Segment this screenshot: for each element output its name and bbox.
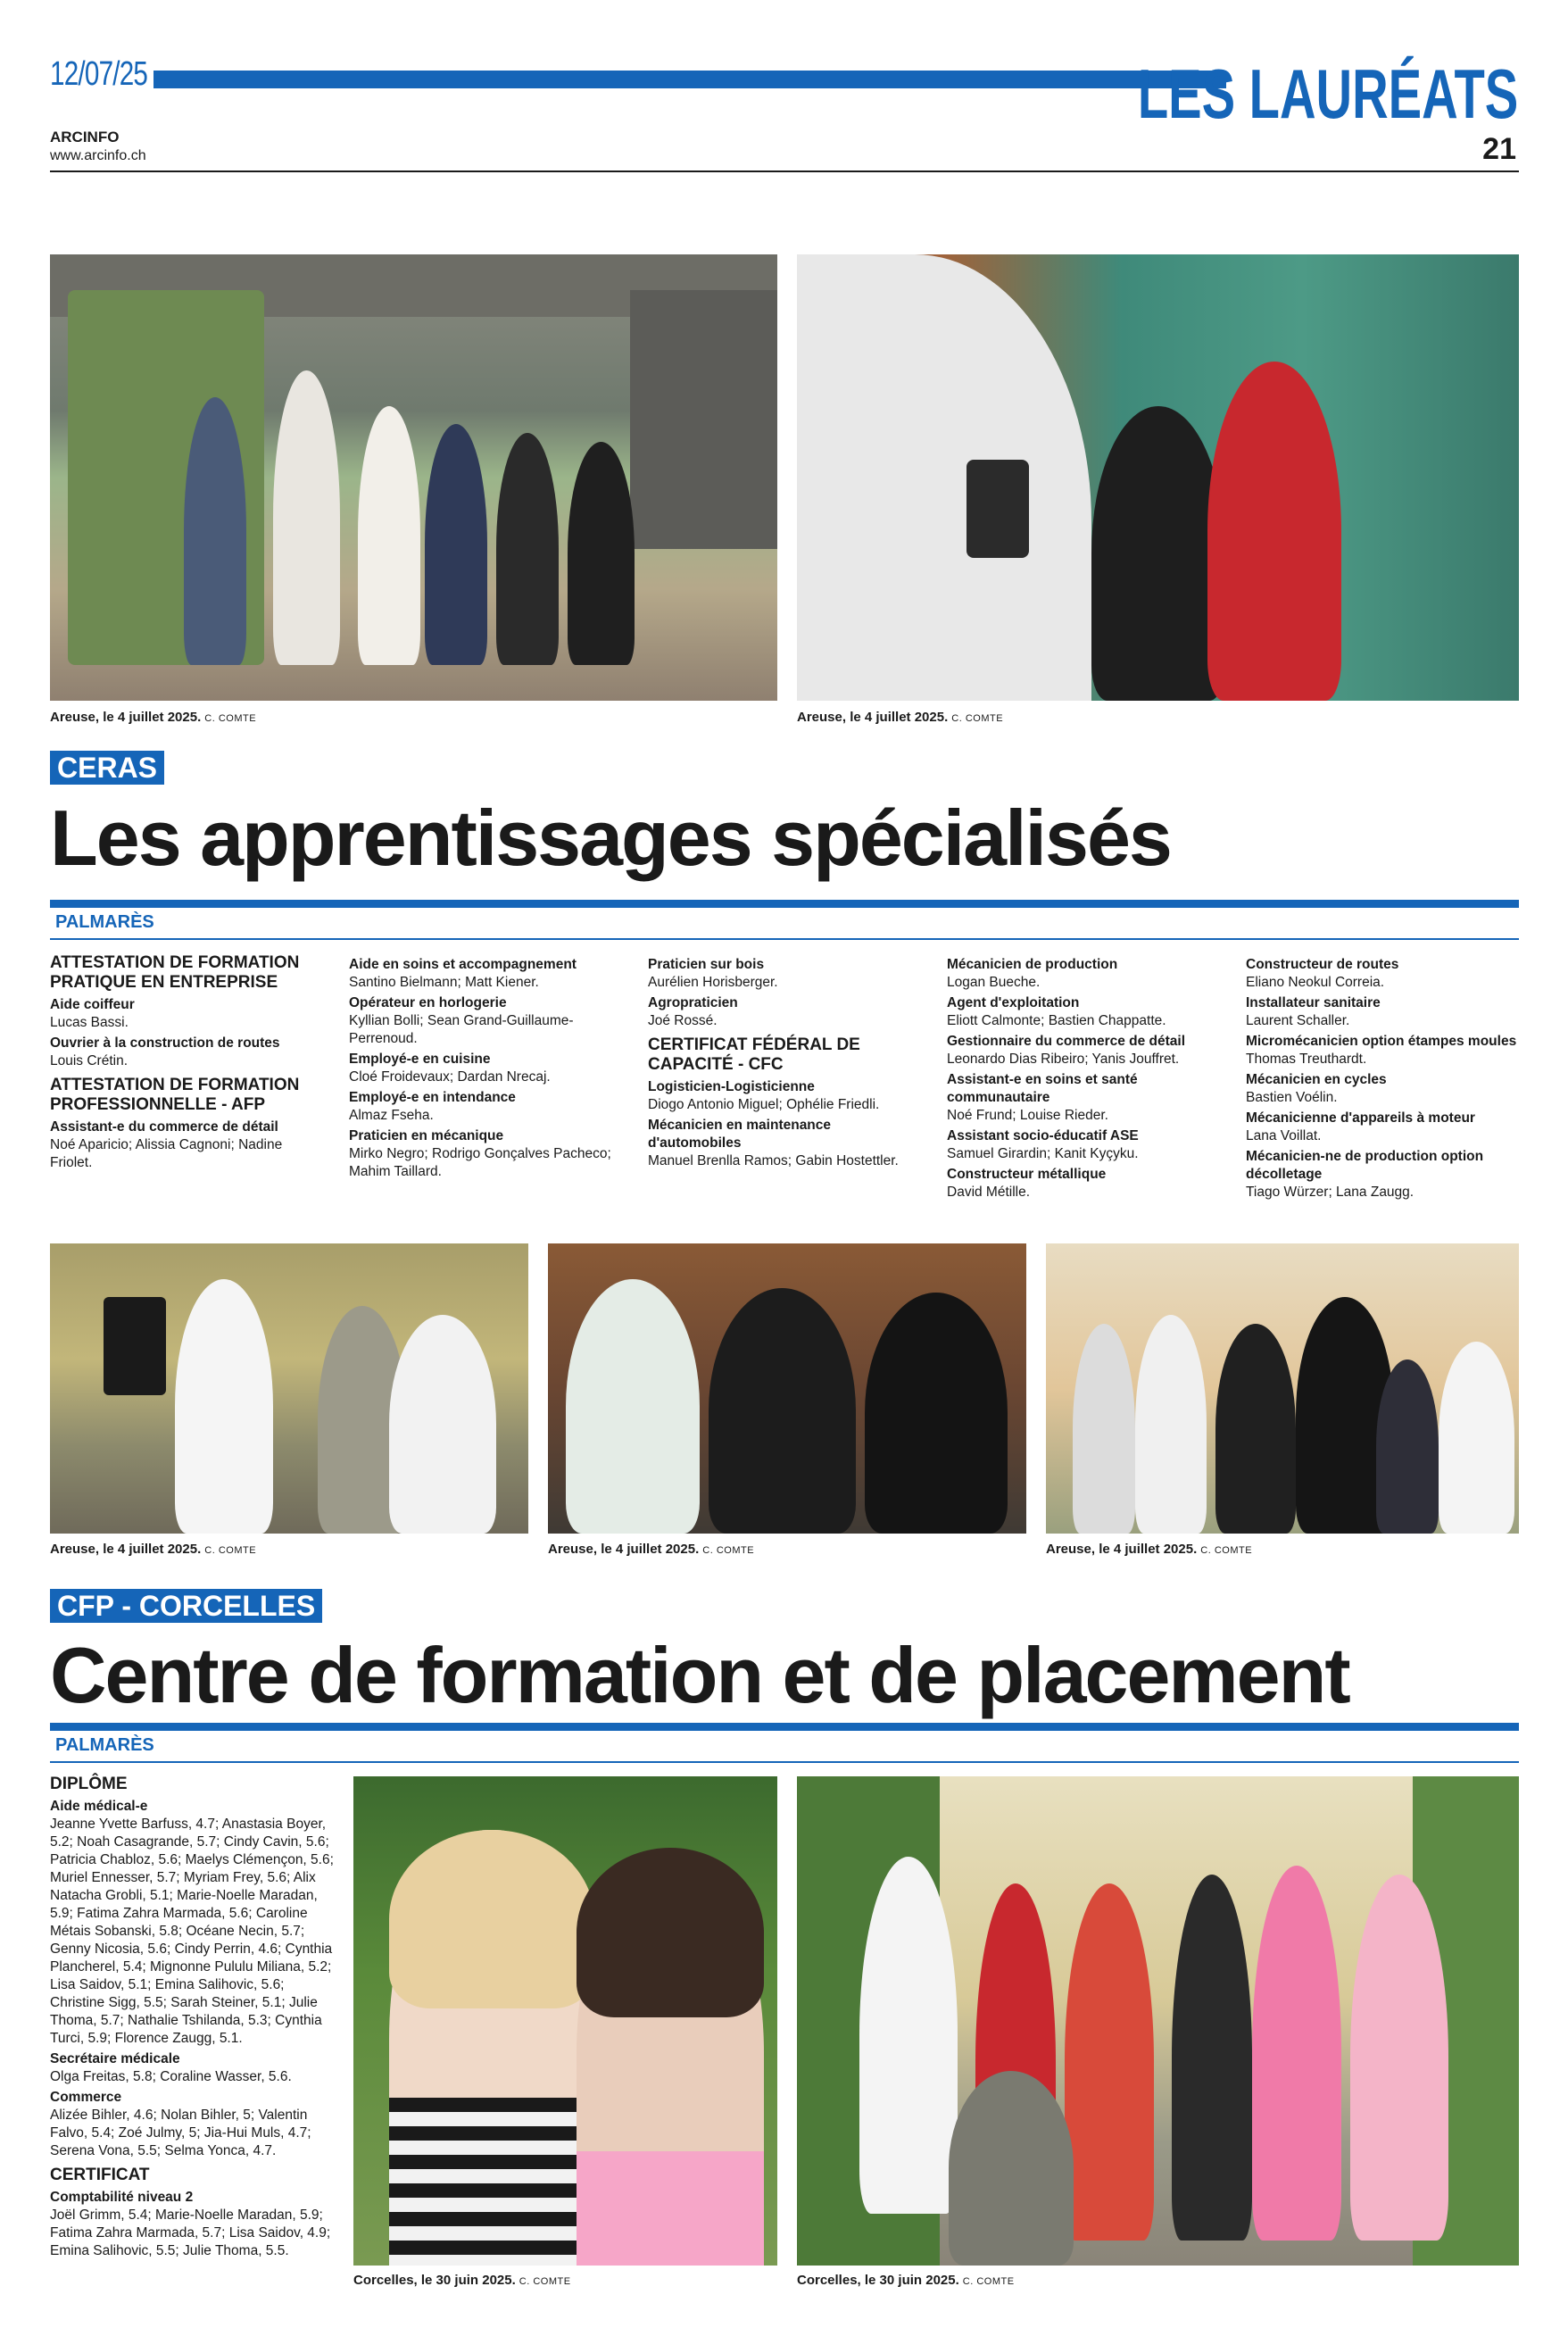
trade-label: Gestionnaire du commerce de détail — [947, 1034, 1186, 1049]
section-tag-ceras: CERAS — [50, 751, 164, 785]
palmares-label: PALMARÈS — [55, 912, 154, 932]
laureate-names: Eliano Neokul Correia. — [1246, 975, 1385, 990]
trade-label: Praticien en mécanique — [349, 1128, 504, 1143]
palmares-rule — [50, 1761, 1519, 1763]
trade-label: Secrétaire médicale — [50, 2051, 180, 2066]
trade-label: Comptabilité niveau 2 — [50, 2190, 194, 2205]
laureate-names: Bastien Voélin. — [1246, 1090, 1338, 1105]
article-title-ceras: Les apprentissages spécialisés — [50, 794, 1171, 882]
trade-label: Assistant-e du commerce de détail — [50, 1119, 278, 1135]
laureate-names: Mirko Negro; Rodrigo Gonçalves Pacheco; Mahim Taillard. — [349, 1146, 611, 1179]
photo-cfp-group — [797, 1776, 1519, 2266]
trade-label: Mécanicien-ne de production option décolletage — [1246, 1149, 1484, 1182]
page-number: 21 — [1482, 132, 1516, 166]
trade-label: Micromécanicien option étampes moules — [1246, 1034, 1517, 1049]
trade-label: Aide coiffeur — [50, 997, 135, 1012]
laureate-names: Noé Aparicio; Alissia Cagnoni; Nadine Friolet. — [50, 1137, 283, 1170]
laureate-names: Lucas Bassi. — [50, 1015, 129, 1030]
section-bar — [50, 1723, 1519, 1731]
trade-label: Aide en soins et accompagnement — [349, 957, 577, 972]
laureate-names: Logan Bueche. — [947, 975, 1041, 990]
diploma-group-heading: ATTESTATION DE FORMATION PRATIQUE EN ENTREPRISE — [50, 953, 300, 992]
trade-label: Employé-e en cuisine — [349, 1052, 491, 1067]
laureate-names: Joé Rossé. — [648, 1013, 718, 1028]
laureate-names: Eliott Calmonte; Bastien Chappatte. — [947, 1013, 1166, 1028]
photo-caption: Corcelles, le 30 juin 2025. C. COMTE — [353, 2273, 571, 2288]
diploma-group-heading: ATTESTATION DE FORMATION PROFESSIONNELLE - AFP — [50, 1076, 300, 1114]
brand-name: ARCINFO — [50, 129, 120, 146]
laureate-names: Diogo Antonio Miguel; Ophélie Friedli. — [648, 1097, 880, 1112]
trade-label: Constructeur métallique — [947, 1167, 1107, 1182]
photo-caption: Areuse, le 4 juillet 2025. C. COMTE — [548, 1542, 755, 1557]
header-bar — [153, 71, 1226, 88]
palmares-column — [648, 953, 925, 1173]
section-title: LES LAURÉATS — [1137, 54, 1518, 133]
laureate-names: Laurent Schaller. — [1246, 1013, 1350, 1028]
laureate-names: Lana Voillat. — [1246, 1128, 1322, 1143]
laureate-names: Samuel Girardin; Kanit Kyçyku. — [947, 1146, 1139, 1161]
palmares-column — [50, 1775, 336, 2263]
diploma-group-heading: CERTIFICAT — [50, 2166, 150, 2184]
laureate-names: Aurélien Horisberger. — [648, 975, 778, 990]
article-title-cfp: Centre de formation et de placement — [50, 1631, 1349, 1719]
laureate-names: Joël Grimm, 5.4; Marie-Noelle Maradan, 5.9; Fatima Zahra Marmada, 5.7; Lisa Saidov, 4.9; Emina Salihovic, 5.5; Julie Thoma, 5.5. — [50, 2207, 331, 2258]
laureate-names: Leonardo Dias Ribeiro; Yanis Jouffret. — [947, 1052, 1180, 1067]
laureate-names: Manuel Brenlla Ramos; Gabin Hostettler. — [648, 1153, 899, 1168]
laureate-names: Cloé Froidevaux; Dardan Nrecaj. — [349, 1069, 551, 1085]
trade-label: Assistant-e en soins et santé communautaire — [947, 1072, 1138, 1105]
trade-label: Agent d'exploitation — [947, 995, 1080, 1010]
trade-label: Ouvrier à la construction de routes — [50, 1035, 280, 1051]
trade-label: Agropraticien — [648, 995, 738, 1010]
photo-caption: Areuse, le 4 juillet 2025. C. COMTE — [50, 710, 257, 725]
palmares-column — [50, 953, 327, 1175]
laureate-names: Tiago Würzer; Lana Zaugg. — [1246, 1185, 1415, 1200]
trade-label: Praticien sur bois — [648, 957, 765, 972]
diploma-group-heading: DIPLÔME — [50, 1775, 128, 1793]
trade-label: Employé-e en intendance — [349, 1090, 516, 1105]
trade-label: Aide médical-e — [50, 1799, 148, 1814]
section-bar — [50, 900, 1519, 908]
palmares-label: PALMARÈS — [55, 1735, 154, 1755]
trade-label: Mécanicienne d'appareils à moteur — [1246, 1110, 1475, 1126]
trade-label: Logisticien-Logisticienne — [648, 1079, 815, 1094]
laureate-names: Thomas Treuthardt. — [1246, 1052, 1367, 1067]
laureate-names: Noé Frund; Louise Rieder. — [947, 1108, 1108, 1123]
laureate-names: Almaz Fseha. — [349, 1108, 434, 1123]
trade-label: Mécanicien en cycles — [1246, 1072, 1387, 1087]
trade-label: Commerce — [50, 2090, 122, 2105]
photo-family-portrait — [797, 254, 1519, 701]
palmares-column — [1246, 953, 1522, 1204]
website-link[interactable]: www.arcinfo.ch — [50, 148, 146, 163]
photo-diploma-handover — [50, 1243, 528, 1534]
laureate-names: Louis Crétin. — [50, 1053, 129, 1068]
photo-two-graduates — [353, 1776, 777, 2266]
photo-graduates-train — [50, 254, 777, 701]
palmares-column — [947, 953, 1224, 1204]
photo-caption: Areuse, le 4 juillet 2025. C. COMTE — [50, 1542, 257, 1557]
trade-label: Opérateur en horlogerie — [349, 995, 507, 1010]
photo-three-graduates — [548, 1243, 1026, 1534]
laureate-names: Olga Freitas, 5.8; Coraline Wasser, 5.6. — [50, 2069, 292, 2084]
photo-caption: Corcelles, le 30 juin 2025. C. COMTE — [797, 2273, 1015, 2288]
photo-caption: Areuse, le 4 juillet 2025. C. COMTE — [797, 710, 1004, 725]
diploma-group-heading: CERTIFICAT FÉDÉRAL DE CAPACITÉ - CFC — [648, 1035, 860, 1074]
laureate-names: Alizée Bihler, 4.6; Nolan Bihler, 5; Valentin Falvo, 5.4; Zoé Julmy, 5; Jia-Hui Muls, 4.7; Serena Vona, 5.5; Selma Yonca, 4.7. — [50, 2108, 311, 2158]
trade-label: Mécanicien de production — [947, 957, 1118, 972]
laureate-names: Santino Bielmann; Matt Kiener. — [349, 975, 539, 990]
trade-label: Mécanicien en maintenance d'automobiles — [648, 1118, 832, 1151]
photo-ceremony-group — [1046, 1243, 1519, 1534]
laureate-names: Kyllian Bolli; Sean Grand-Guillaume-Perrenoud. — [349, 1013, 574, 1046]
section-tag-cfp: CFP - CORCELLES — [50, 1589, 322, 1623]
trade-label: Installateur sanitaire — [1246, 995, 1381, 1010]
photo-caption: Areuse, le 4 juillet 2025. C. COMTE — [1046, 1542, 1253, 1557]
trade-label: Assistant socio-éducatif ASE — [947, 1128, 1139, 1143]
laureate-names: Jeanne Yvette Barfuss, 4.7; Anastasia Boyer, 5.2; Noah Casagrande, 5.7; Cindy Cavin, 5.6; Patricia Chabloz, 5.6; Maelys Clémençon, 5.6; Muriel Ennesser, 5.7; Myriam Frey, 5.6; Alix Natacha Grobli, 5.1; Marie-Noelle Maradan, 5.9; Fatima Zahra Marmada, 5.6; Caroline Métais Sobanski, 5.8; Océane Necin, 5.7; Genny Nicosia, 5.6; Cindy Perrin, 4.6; Cynthia Plancherel, 5.4; Mignonne Pululu Miliana, 5.2; Lisa Saidov, 5.1; Emina Salihovic, 5.6; Christine Sigg, 5.5; Sarah Steiner, 5.1; Julie Thoma, 5.7; Nathalie Tshilanda, 5.3; Cynthia Turci, 5.9; Florence Zaugg, 5.1. — [50, 1817, 334, 2046]
palmares-column — [349, 953, 626, 1184]
edition-date: 12/07/25 — [50, 55, 148, 93]
header-rule — [50, 170, 1519, 172]
trade-label: Constructeur de routes — [1246, 957, 1399, 972]
laureate-names: David Métille. — [947, 1185, 1031, 1200]
palmares-rule — [50, 938, 1519, 940]
